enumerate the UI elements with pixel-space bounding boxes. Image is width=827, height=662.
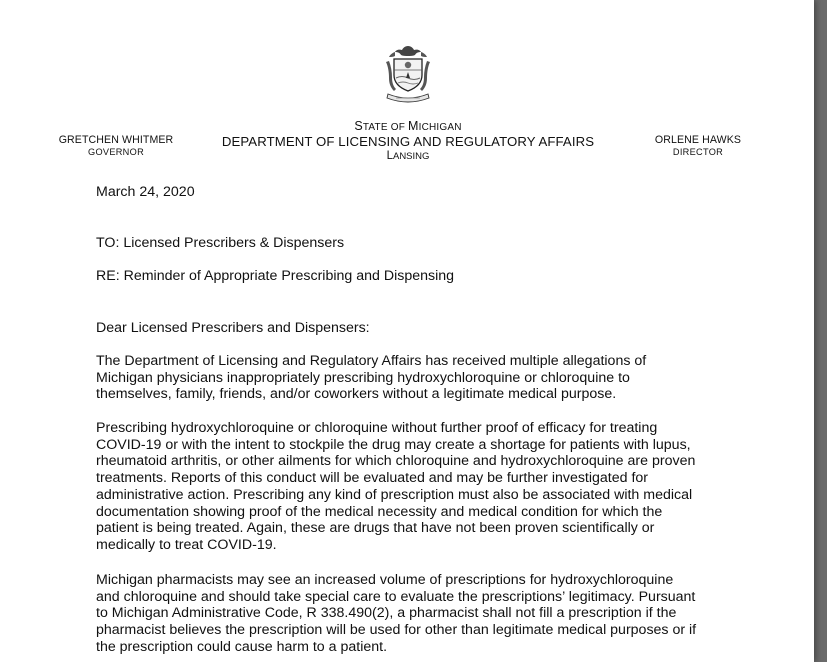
paragraph-line: The Department of Licensing and Regulatory Affairs has received multiple allegations of [96,353,647,369]
governor-title: GOVERNOR [88,147,144,157]
paragraph-line: pharmacist believes the prescription will be used for other than legitimate medical purposes or if [96,622,697,639]
director-title: DIRECTOR [672,147,724,157]
paragraph-line: Michigan physicians inappropriately prescribing hydroxychloroquine or chloroquine to [96,369,630,386]
state-name: STATE OF MICHIGAN [354,119,462,133]
director-block [628,134,768,157]
paragraph-line: treatments. Reports of this conduct will be evaluated and may be further investigated for [96,470,649,487]
paragraph-1 [96,353,746,403]
letter-subject: RE: Reminder of Appropriate Prescribing and Dispensing [96,268,455,284]
paragraph-line: themselves, family, friends, and/or coworkers without a legitimate medical purpose. [96,386,617,403]
paragraph-line: documentation showing proof of the medical necessity and medical condition for which the [96,503,663,520]
director-name: ORLENE HAWKS [654,134,742,146]
governor-name: GRETCHEN WHITMER [58,134,174,146]
city-name: LANSING [386,150,430,162]
paragraph-line: medically to treat COVID-19. [96,536,277,553]
paragraph-line: and chloroquine and should take special care to evaluate the prescriptions’ legitimacy. Pursuant [96,588,696,605]
paragraph-3 [96,572,746,656]
paragraph-line: rheumatoid arthritis, or other ailments for which chloroquine and hydroxychloroquine are proven [96,453,696,470]
paragraph-line: administrative action. Prescribing any kind of prescription must also be associated with medical [96,486,693,503]
department-header [180,119,636,162]
paragraph-line: to Michigan Administrative Code, R 338.490(2), a pharmacist shall not fill a prescription if the [96,605,677,622]
letter-date: March 24, 2020 [96,184,195,200]
paragraph-2 [96,420,746,554]
governor-block [36,134,196,157]
paragraph-line: COVID-19 or with the intent to stockpile the drug may create a shortage for patients with lupus, [96,436,691,453]
letter-recipient: TO: Licensed Prescribers & Dispensers [96,235,345,251]
michigan-state-seal-icon [382,44,434,106]
paragraph-line: Prescribing hydroxychloroquine or chloroquine without further proof of efficacy for treating [96,420,658,436]
department-name: DEPARTMENT OF LICENSING AND REGULATORY AFFAIRS [221,134,595,149]
paragraph-line: Michigan pharmacists may see an increased volume of prescriptions for hydroxychloroquine [96,572,674,588]
paragraph-line: the prescription could cause harm to a patient. [96,638,388,655]
paragraph-line: patient is being treated. Again, these are drugs that have not been proven scientifically or [96,520,655,537]
letter-salutation: Dear Licensed Prescribers and Dispensers: [96,320,370,336]
